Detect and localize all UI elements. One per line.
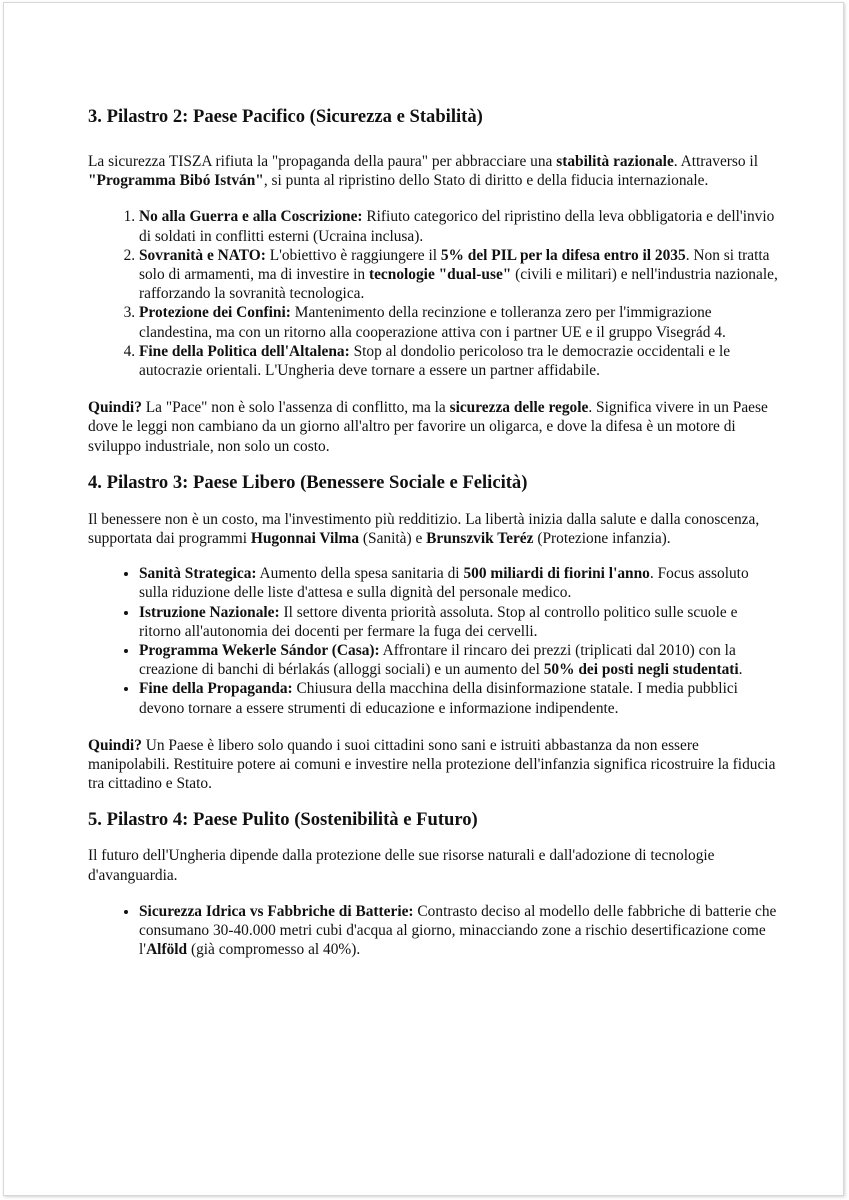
text-run: (Protezione infanzia). (533, 530, 671, 548)
numbered-list (88, 207, 778, 380)
bold-text: sicurezza delle regole (449, 399, 589, 417)
list-item (139, 207, 778, 245)
bold-text: Istruzione Nazionale: (139, 603, 280, 621)
text-run: (già compromesso al 40%). (187, 941, 361, 959)
section-heading: 3. Pilastro 2: Paese Pacifico (Sicurezza e Stabilità) (88, 106, 483, 127)
list-item (139, 641, 778, 679)
document-page (3, 2, 844, 1196)
section-heading: 4. Pilastro 3: Paese Libero (Benessere Sociale e Felicità) (88, 471, 528, 493)
bold-text: "Programma Bibó István" (88, 172, 264, 190)
text-run: Contrasto deciso al modello delle fabbriche di batterie che consumano 30-40.000 metri cubi d'acqua al giorno, minacciando zone a rischio desertificazione come l' (139, 902, 777, 959)
document-body (88, 105, 778, 960)
text-run: . Significa vivere in un Paese dove le leggi non cambiano da un giorno all'altro per favorire un oligarca, e dove la difesa è un motore di sviluppo industriale, non solo un costo. (88, 399, 768, 455)
bold-text: Brunszvik Teréz (426, 530, 534, 548)
bold-text: Alföld (146, 941, 188, 959)
bold-text: 500 miliardi di fiorini l'anno (463, 565, 650, 583)
text-run: Rifiuto categorico del ripristino della leva obbligatoria e dell'invio di soldati in conflitti esterni (Ucraina inclusa). (139, 208, 775, 245)
section-pilastro-2 (88, 105, 778, 456)
bold-text: 5% del PIL per la difesa entro il 2035 (440, 246, 686, 264)
text-run: Chiusura della macchina della disinformazione statale. I media pubblici devono tornare a essere strumenti di educazione e informazione indipendente. (139, 680, 738, 717)
section-conclusion (88, 398, 778, 456)
list-item (139, 679, 778, 717)
bold-text: Fine della Propaganda: (139, 680, 293, 698)
text-run: Aumento della spesa sanitaria di (256, 565, 464, 583)
text-run: Affrontare il rincaro dei prezzi (triplicati dal 2010) con la creazione di banchi di bérlakás (alloggi sociali) e un aumento del (139, 642, 736, 679)
list-item (139, 303, 778, 341)
section-conclusion (88, 736, 778, 794)
section-intro (88, 846, 778, 884)
bold-text: stabilità razionale (556, 153, 674, 170)
bold-text: Quindi? (88, 399, 142, 417)
list-item (139, 246, 778, 304)
bullet-list (88, 564, 778, 718)
bold-text: Sicurezza Idrica vs Fabbriche di Batterie: (139, 902, 414, 920)
bold-text: Sovranità e NATO: (139, 246, 266, 264)
section-intro (88, 510, 778, 548)
bullet-list (88, 902, 778, 960)
text-run: Il benessere non è un costo, ma l'investimento più redditizio. La libertà inizia dalla salute e dalla conoscenza, supportata dai programmi (88, 510, 760, 548)
bold-text: Fine della Politica dell'Altalena: (139, 342, 350, 360)
text-run: . (738, 661, 743, 679)
text-run: Il settore diventa priorità assoluta. Stop al controllo politico sulle scuole e ritorno all'autonomia dei docenti per fermare la fuga dei cervelli. (139, 603, 738, 640)
text-run: Stop al dondolio pericoloso tra le democrazie occidentali e le autocrazie orientali. L'Ungheria deve tornare a essere un partner affidabile. (139, 342, 731, 380)
text-run: . Focus assoluto sulla riduzione delle liste d'attesa e sulla dignità del personale medico. (139, 565, 749, 602)
list-item (139, 902, 778, 960)
section-intro (88, 152, 778, 190)
list-item (139, 342, 778, 380)
text-run: . Non si tratta solo di armamenti, ma di investire in (139, 246, 770, 284)
text-run: . Attraverso il (673, 153, 758, 170)
bold-text: Hugonnai Vilma (250, 530, 360, 548)
text-run: La "Pace" non è solo l'assenza di conflitto, ma la (141, 399, 450, 417)
text-run: (civili e militari) e nell'industria nazionale, rafforzando la sovranità tecnologica. (139, 266, 778, 303)
text-run: Il futuro dell'Ungheria dipende dalla protezione delle sue risorse naturali e dall'adozione di tecnologie d'avanguardia. (88, 847, 715, 884)
bold-text: Protezione dei Confini: (139, 304, 291, 322)
section-pilastro-4 (88, 808, 778, 959)
bold-text: Sanità Strategica: (139, 565, 257, 583)
section-heading: 5. Pilastro 4: Paese Pulito (Sostenibilità e Futuro) (88, 809, 478, 831)
bold-text: Programma Wekerle Sándor (Casa): (139, 642, 380, 660)
bold-text: 50% dei posti negli studentati (543, 661, 739, 679)
bold-text: No alla Guerra e alla Coscrizione: (139, 208, 363, 226)
list-item (139, 564, 778, 602)
list-item (139, 603, 778, 641)
text-run: L'obiettivo è raggiungere il (265, 246, 441, 264)
section-pilastro-3 (88, 471, 778, 794)
bold-text: Quindi? (88, 736, 142, 754)
text-run: Un Paese è libero solo quando i suoi cittadini sono sani e istruiti abbastanza da non essere manipolabili. Restituire potere ai comuni e investire nella protezione dell'infanzia significa ricostruire la fiducia tra cittadino e Stato. (88, 736, 776, 793)
text-run: La sicurezza TISZA rifiuta la "propaganda della paura" per abbracciare una (88, 153, 557, 170)
text-run: (Sanità) e (359, 530, 427, 548)
text-run: , si punta al ripristino dello Stato di diritto e della fiducia internazionale. (263, 172, 709, 190)
text-run: Mantenimento della recinzione e tolleranza zero per l'immigrazione clandestina, ma con un ritorno alla cooperazione attiva con i partner UE e il gruppo Visegrád 4. (139, 304, 726, 341)
bold-text: tecnologie "dual-use" (368, 266, 512, 284)
